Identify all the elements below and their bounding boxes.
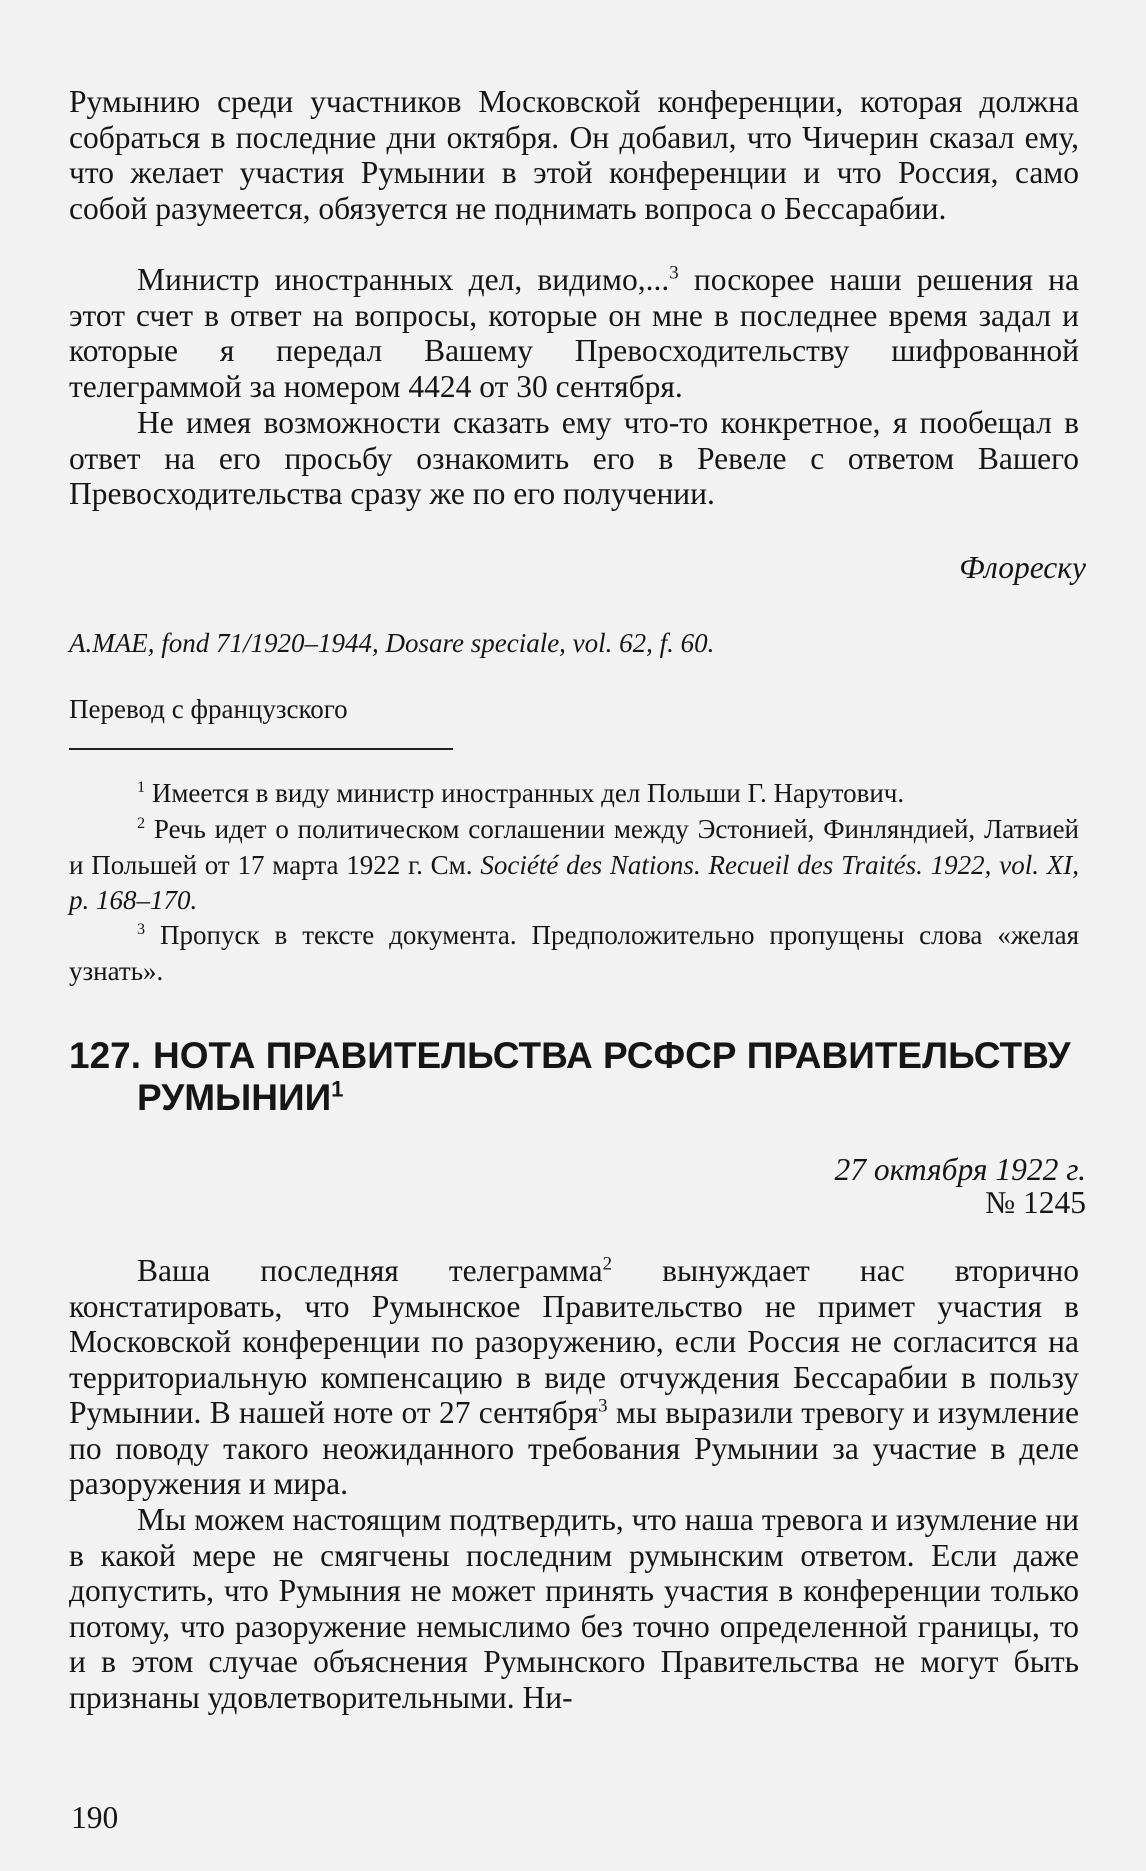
footnote-2: $^2$ Речь идет о политическом соглашении между Эстонией, Финляндией, Латвией и Польшей от 17 марта 1922 г. См. Société des Nations. Recueil des Traités. 1922, vol. XI, p. 168–170.	[69, 814, 1080, 915]
footnote-ref-3: 3	[669, 262, 679, 284]
footnote-1: $^1$ Имеется в виду министр иностранных дел Польши Г. Нарутович.	[137, 778, 905, 808]
translation-note: Перевод с французского	[69, 694, 348, 724]
signature: Флореску	[959, 550, 1086, 585]
footnote-ref-1: 1	[331, 1076, 344, 1102]
footnote-3: $^3$ Пропуск в тексте документа. Предположительно пропущены слова «желая узнать».	[69, 920, 1079, 986]
paragraph-continuation: Румынию среди участников Московской конференции, которая должна собраться в последние дни октября. Он добавил, что Чичерин сказал ему, что желает участия Румынии в этой конференции и что Россия, само собой разумеется, обязуется не поднимать вопроса о Бессарабии.	[69, 84, 1079, 226]
body-paragraph-2: Мы можем настоящим подтвердить, что наша тревога и изумление ни в какой мере не смягчены последним румынским ответом. Если даже допустить, что Румыния не может принять участия в конференции только потому, что разоружение немыслимо без точно определенной границы, то и в этом случае объяснения Румынского Правительства не могут быть признаны удовлетворительными. Ни-	[69, 1502, 1079, 1715]
body-paragraph-1: Ваша последняя телеграмма$^2$ вынуждает нас вторично констатировать, что Румынское Правительство не примет участия в Московской конференции по разоружению, если Россия не согласится на территориальную компенсацию в виде отчуждения Бессарабии в пользу Румынии. В нашей ноте от 27 сентября$^3$ мы выразили тревогу и изумление по поводу такого неожиданного требования Румынии за участие в деле разоружения и мира.	[69, 1253, 1080, 1501]
page-number: 190	[71, 1800, 119, 1835]
document-title: 127. НОТА ПРАВИТЕЛЬСТВА РСФСР ПРАВИТЕЛЬСТВУ РУМЫНИИ$^1$	[69, 1035, 1071, 1118]
paragraph-minister: Министр иностранных дел, видимо,...$^3$ поскорее наши решения на этот счет в ответ на вопросы, которые он мне в последнее время задал и которые я передал Вашему Превосходительству шифрованной телеграммой за номером 4424 от 30 сентября.	[69, 262, 1079, 404]
footnote-divider	[69, 748, 453, 750]
document-date: 27 октября 1922 г.	[834, 1152, 1086, 1187]
archive-reference: A.MAE, fond 71/1920–1944, Dosare speciale, vol. 62, f. 60.	[69, 628, 715, 658]
paragraph-promise: Не имея возможности сказать ему что-то конкретное, я пообещал в ответ на его просьбу ознакомить его в Ревеле с ответом Вашего Превосходительства сразу же по его получении.	[69, 405, 1079, 511]
document-number: № 1245	[985, 1185, 1086, 1220]
